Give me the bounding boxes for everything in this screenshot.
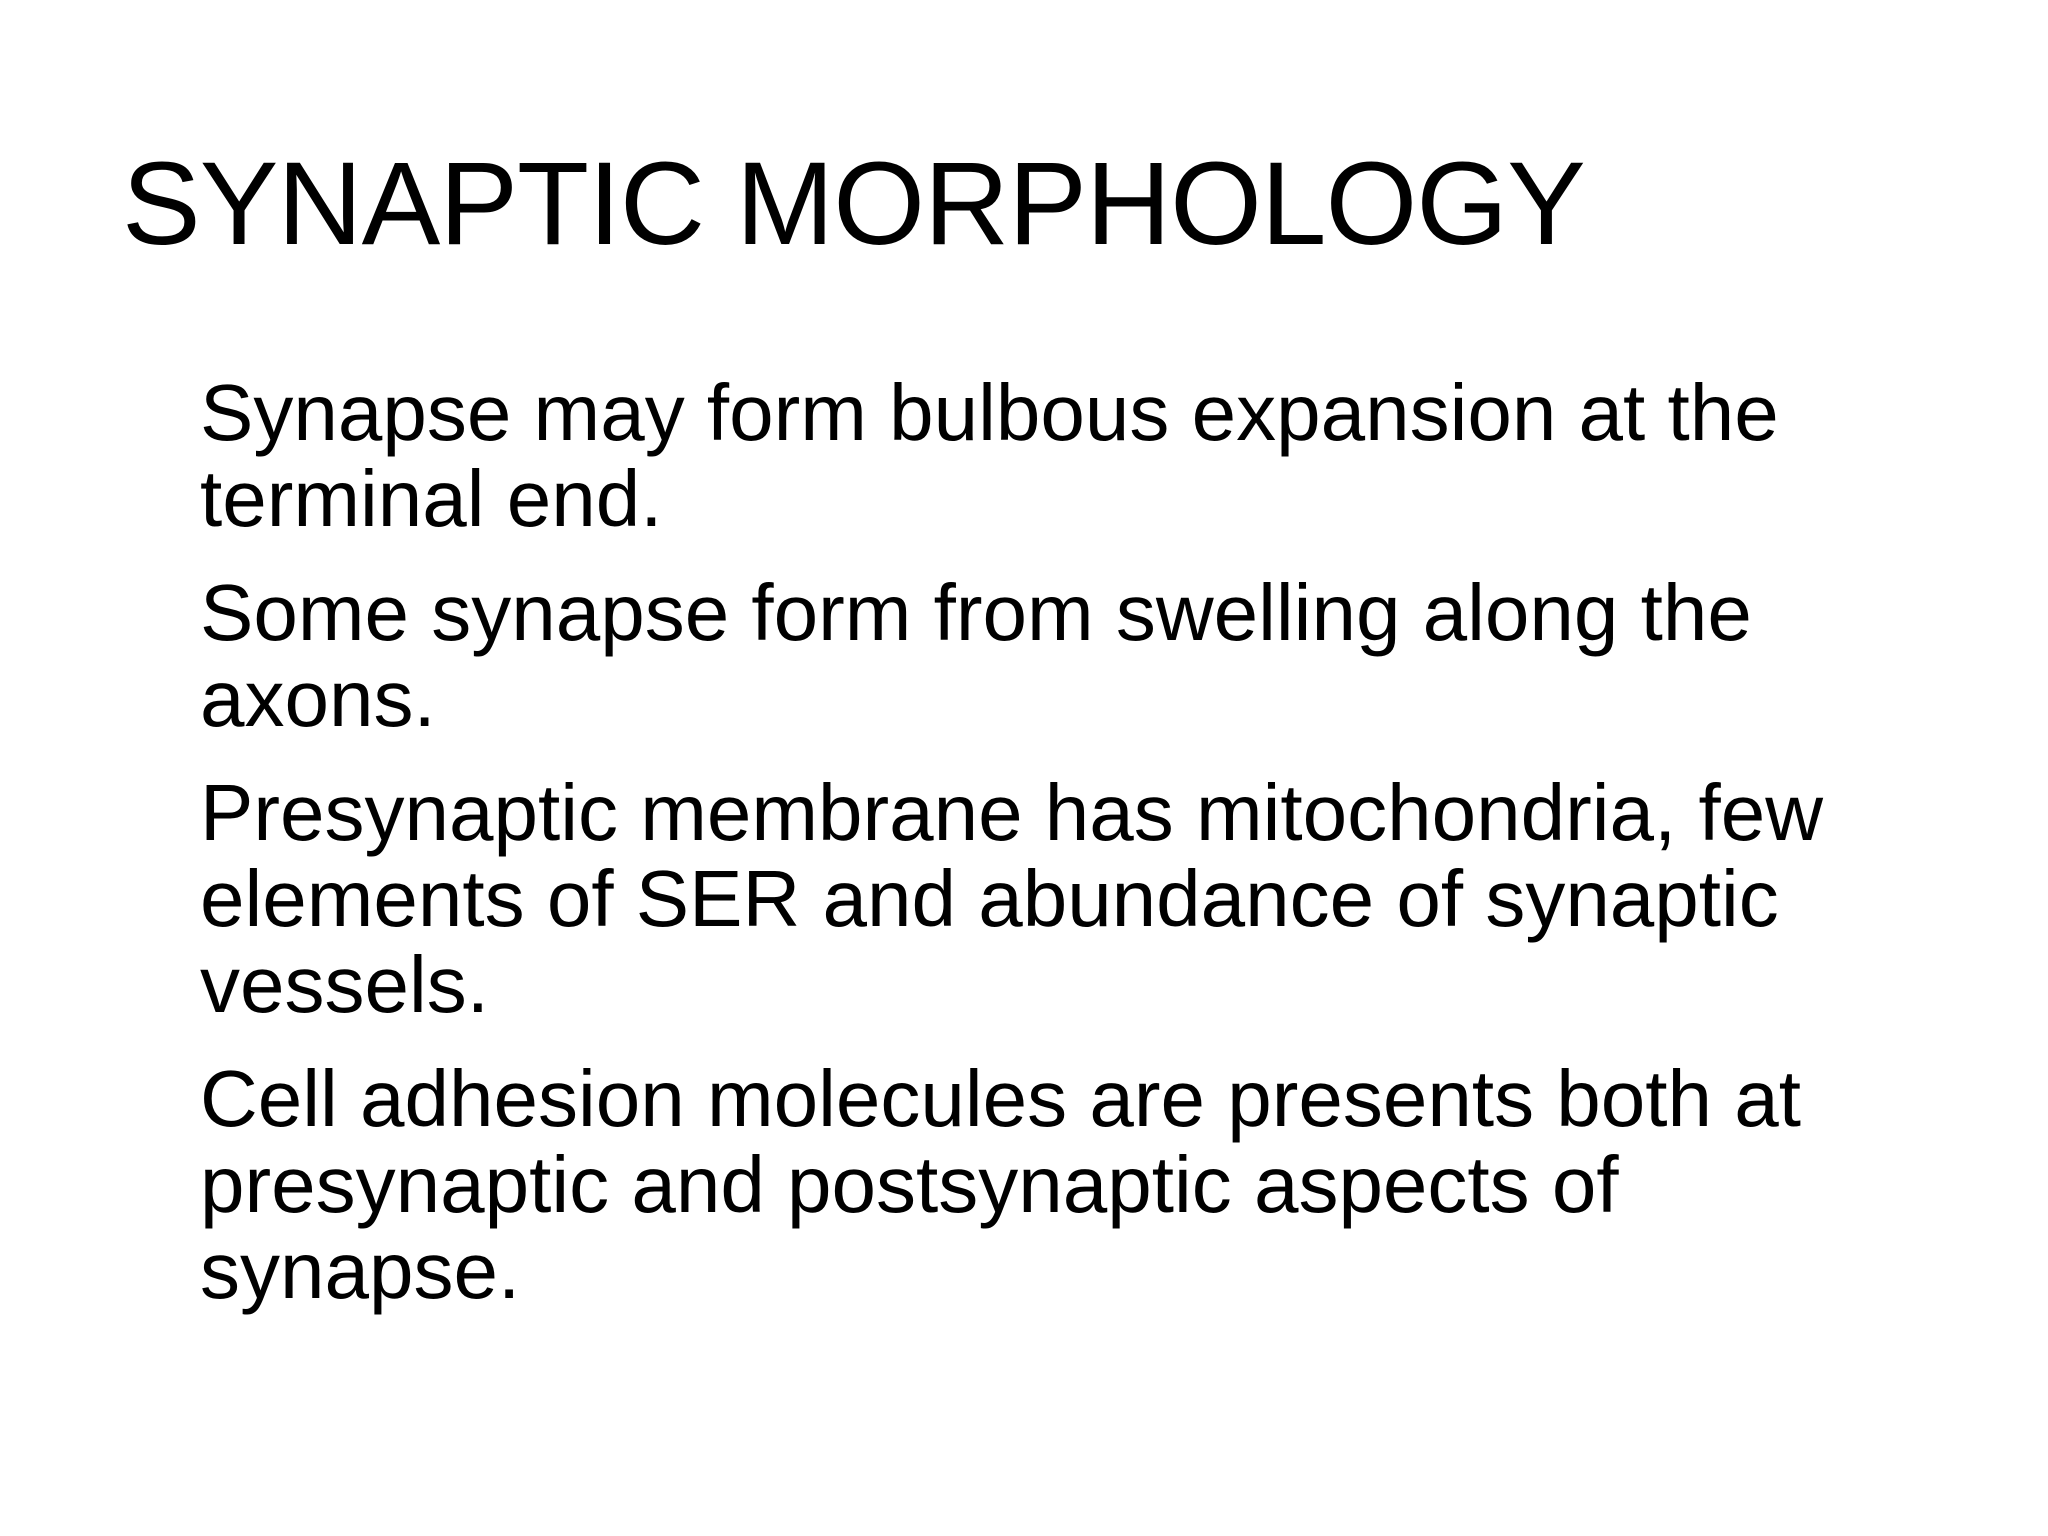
- bullet-item: Presynaptic membrane has mitochondria, few elements of SER and abundance of synaptic vessels.: [200, 768, 1823, 1029]
- bullet-list: [200, 370, 1960, 1342]
- slide-title: SYNAPTIC MORPHOLOGY: [122, 138, 1585, 270]
- bullet-item: Some synapse form from swelling along the axons.: [200, 568, 1752, 743]
- bullet-item: Cell adhesion molecules are presents both at presynaptic and postsynaptic aspects of synapse.: [200, 1054, 1801, 1315]
- bullet-item: Synapse may form bulbous expansion at the terminal end.: [200, 368, 1779, 543]
